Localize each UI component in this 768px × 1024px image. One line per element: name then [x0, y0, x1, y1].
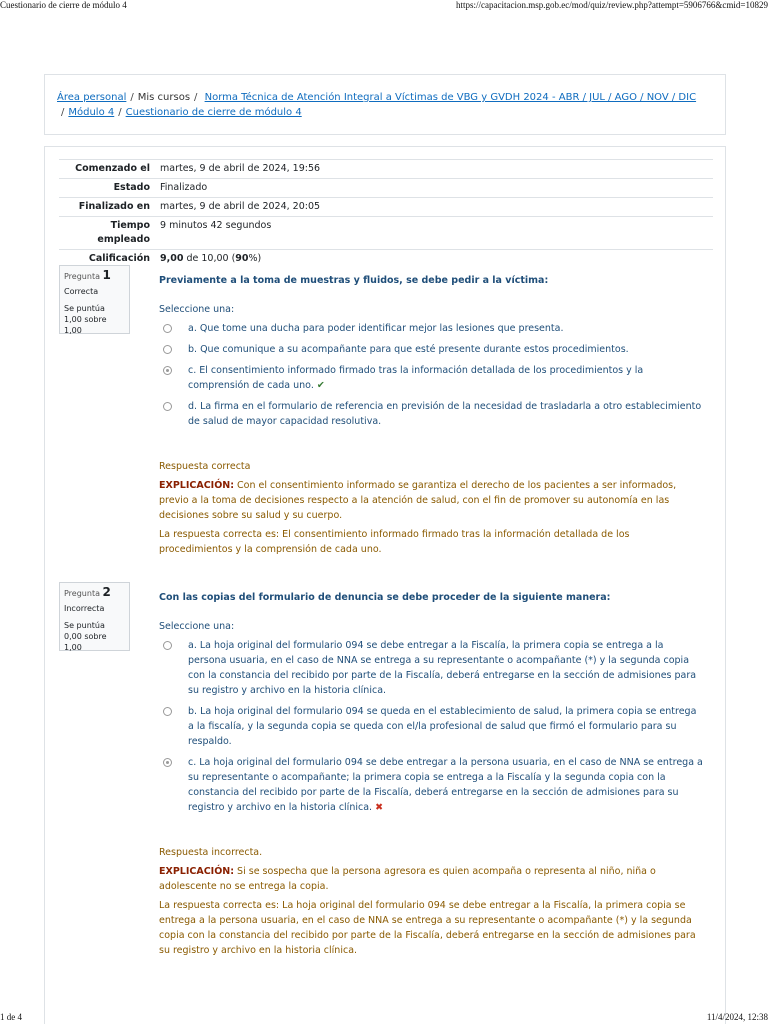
answer-option-text: c. La hoja original del formulario 094 se debe entregar a la persona usuaria, en el caso de NNA se entrega a su representante o acompañante; la primera copia se entrega a la Fiscalía y la segunda copia con la constancia del recibido por parte de la Fiscalía, deberá entregarse en la sección de admisiones para su registro y archivo en la historia clínica. — [188, 757, 703, 813]
radio-button[interactable] — [163, 324, 172, 333]
question-text: Con las copias del formulario de denuncia se debe proceder de la siguiente manera: — [159, 592, 611, 603]
answer-prompt: Seleccione una: — [159, 621, 235, 632]
question-grade: Se puntúa 1,00 sobre 1,00 — [64, 304, 107, 335]
right-answer: La respuesta correcta es: La hoja original del formulario 094 se debe entregar a la Fiscalía, la primera copia se entrega a la persona usuaria, en el caso de NNA se entrega a su representante o acompañante (*) y la segunda copia con la constancia del recibido por parte de la Fiscalía, deberá entregarse en la sección de admisiones para su registro y archivo en la historia clínica. — [159, 900, 696, 956]
radio-button[interactable] — [163, 402, 172, 411]
explanation-label: EXPLICACIÓN: — [159, 866, 235, 877]
print-datetime: 11/4/2024, 12:38 — [706, 1012, 768, 1022]
summary-row-finished — [59, 198, 713, 217]
breadcrumb-line-2 — [57, 105, 713, 120]
breadcrumb-separator: / — [130, 92, 134, 103]
summary-row-state — [59, 179, 713, 198]
grade-end: %) — [248, 253, 262, 264]
answer-option-text: a. Que tome una ducha para poder identificar mejor las lesiones que presenta. — [188, 323, 564, 334]
summary-value: 9 minutos 42 segundos — [160, 220, 272, 231]
attempt-summary-table — [59, 159, 713, 268]
breadcrumb-separator: / — [118, 107, 122, 118]
question-feedback — [159, 845, 704, 958]
answer-option-text: d. La firma en el formulario de referencia en previsión de la necesidad de trasladarla a otro establecimiento de salud de mayor capacidad resolutiva. — [188, 401, 702, 427]
explanation — [159, 478, 704, 523]
question-2-info — [59, 582, 130, 651]
question-label: Pregunta — [64, 589, 100, 598]
summary-value: Finalizado — [160, 182, 208, 193]
question-state: Incorrecta — [64, 604, 105, 613]
breadcrumb-home-link[interactable]: Área personal — [57, 92, 127, 103]
explanation-label: EXPLICACIÓN: — [159, 480, 235, 491]
answer-option-c[interactable] — [159, 363, 704, 393]
right-answer: La respuesta correcta es: El consentimiento informado firmado tras la información detallada de los procedimientos y la comprensión de cada uno. — [159, 529, 630, 555]
grade-max: de 10,00 ( — [183, 253, 236, 264]
answer-option-d[interactable] — [159, 399, 704, 429]
print-page-number: 1 de 4 — [0, 1012, 22, 1022]
question-feedback — [159, 459, 704, 557]
explanation-text: Con el consentimiento informado se garantiza el derecho de los pacientes a ser informados, previo a la toma de decisiones respecto a la atención de salud, con el fin de promover su autonomía en las decisiones sobre su salud y su cuerpo. — [159, 480, 677, 521]
summary-label: Estado — [113, 182, 150, 193]
radio-button[interactable] — [163, 345, 172, 354]
grade-percent: 90 — [235, 253, 249, 264]
explanation — [159, 864, 704, 894]
answer-option-text: b. Que comunique a su acompañante para que esté presente durante estos procedimientos. — [188, 344, 629, 355]
summary-value: martes, 9 de abril de 2024, 20:05 — [160, 201, 321, 212]
summary-row-started — [59, 160, 713, 179]
print-footer — [0, 1012, 768, 1024]
question-grade: Se puntúa 0,00 sobre 1,00 — [64, 621, 107, 652]
quiz-review-region — [44, 146, 726, 1024]
answer-option-b[interactable] — [159, 342, 704, 357]
breadcrumb-separator: / — [61, 107, 65, 118]
feedback-status: Respuesta incorrecta. — [159, 847, 263, 858]
summary-label: Tiempo empleado — [97, 220, 150, 245]
summary-value: martes, 9 de abril de 2024, 19:56 — [160, 163, 321, 174]
answer-option-text-wrap — [176, 755, 704, 815]
summary-label: Comenzado el — [75, 163, 150, 174]
summary-value — [156, 250, 713, 269]
breadcrumb — [44, 74, 726, 135]
explanation-text: Si se sospecha que la persona agresora es quien acompaña o representa al niño, niña o adolescente no se entrega la copia. — [159, 866, 656, 892]
answer-option-text-wrap — [176, 363, 704, 393]
answer-option-a[interactable] — [159, 321, 704, 336]
answer-option-text: c. El consentimiento informado firmado tras la información detallada de los procedimientos y la comprensión de cada uno. — [188, 365, 644, 391]
breadcrumb-quiz-link[interactable]: Cuestionario de cierre de módulo 4 — [125, 107, 302, 118]
question-1-info — [59, 265, 130, 334]
breadcrumb-course-link[interactable]: Norma Técnica de Atención Integral a Víctimas de VBG y GVDH 2024 - ABR / JUL / AGO / NOV / DIC — [204, 92, 697, 103]
radio-button-selected[interactable] — [163, 366, 172, 375]
question-text: Previamente a la toma de muestras y fluidos, se debe pedir a la víctima: — [159, 275, 549, 286]
breadcrumb-line-1 — [57, 90, 713, 105]
question-number: 1 — [102, 268, 111, 282]
question-state: Correcta — [64, 287, 99, 296]
summary-label: Finalizado en — [78, 201, 150, 212]
check-icon: ✔ — [316, 380, 325, 391]
grade-value: 9,00 — [160, 253, 184, 264]
answer-option-c[interactable] — [159, 755, 704, 815]
answer-option-text: b. La hoja original del formulario 094 se queda en el establecimiento de salud, la primera copia se entrega a la fiscalía, y la segunda copia se queda con el/la profesional de salud que firmó el formulario para su respaldo. — [188, 706, 697, 747]
answer-option-text: a. La hoja original del formulario 094 se debe entregar a la Fiscalía, la primera copia se entrega a la persona usuaria, en el caso de NNA se entrega a su representante o acompañante (*) y la segunda copia con la constancia del recibido por parte de la Fiscalía, deberá entregarse en la sección de admisiones para su registro y archivo en la historia clínica. — [188, 640, 697, 696]
breadcrumb-my-courses: Mis cursos — [137, 92, 191, 103]
print-title: Cuestionario de cierre de módulo 4 — [0, 0, 127, 10]
question-1-content — [159, 273, 704, 557]
cross-icon: ✖ — [375, 802, 384, 813]
answer-option-a[interactable] — [159, 638, 704, 698]
summary-row-grade — [59, 250, 713, 269]
summary-row-time — [59, 217, 713, 250]
answer-option-b[interactable] — [159, 704, 704, 749]
breadcrumb-module-link[interactable]: Módulo 4 — [68, 107, 115, 118]
radio-button-selected[interactable] — [163, 758, 172, 767]
summary-label: Calificación — [88, 253, 150, 264]
radio-button[interactable] — [163, 641, 172, 650]
question-label: Pregunta — [64, 272, 100, 281]
answer-prompt: Seleccione una: — [159, 304, 235, 315]
question-number: 2 — [102, 585, 111, 599]
print-header — [0, 0, 768, 12]
print-url: https://capacitacion.msp.gob.ec/mod/quiz/review.php?attempt=5906766&cmid=10829 — [456, 0, 768, 10]
question-2-content — [159, 590, 704, 958]
breadcrumb-separator: / — [194, 92, 198, 103]
radio-button[interactable] — [163, 707, 172, 716]
feedback-status: Respuesta correcta — [159, 461, 251, 472]
